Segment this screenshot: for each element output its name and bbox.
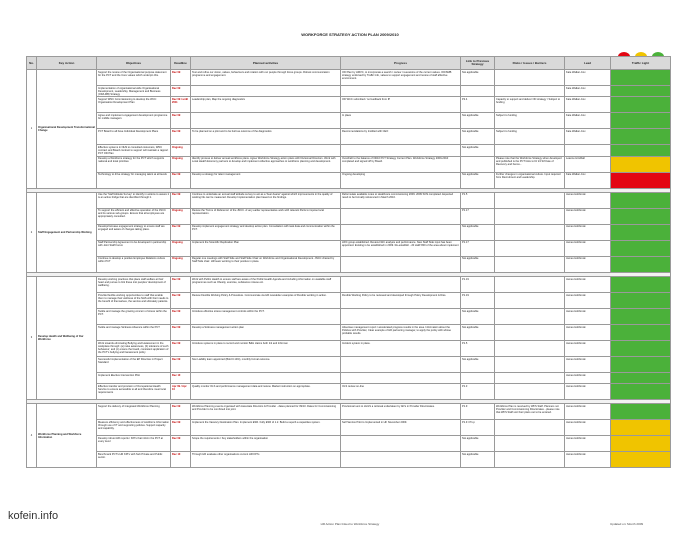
table-body (27, 70, 671, 468)
deadline-cell: Dec 09 (171, 86, 191, 97)
objective-cell: Use the 'Staff Attitude Survey' to identify in actions to assure it is an active bridge that are identified through it. (97, 192, 171, 208)
progress-cell (341, 372, 461, 383)
header-risks: Risks / Issues / Barriers (495, 57, 565, 70)
table-row (27, 113, 671, 129)
lead-cell: James Hobbrook (565, 256, 611, 272)
link-cell: Not applicable (461, 224, 495, 240)
traffic-light-cell (611, 436, 671, 452)
table-row (27, 208, 671, 224)
risks-cell (495, 70, 565, 86)
traffic-light-cell (611, 129, 671, 145)
lead-cell: James Hobbrook (565, 276, 611, 292)
planned-cell: Work with Public Health to ensure staff are aware of the Public Health Agenda and including information on available staff programmes such as Obesity, exercise, substance misuse etc. (191, 276, 341, 292)
traffic-light-cell (611, 340, 671, 356)
link-cell: Not applicable (461, 113, 495, 129)
lead-cell: James Hobbrook (565, 340, 611, 356)
lead-cell (565, 145, 611, 156)
link-cell: P1.5 (461, 192, 495, 208)
table-row (27, 292, 671, 308)
traffic-light-cell (611, 240, 671, 256)
header-no: No. (27, 57, 37, 70)
lead-cell: Kate Walker-Cox (565, 129, 611, 145)
link-cell (461, 156, 495, 172)
deadline-cell: Dec 09 (171, 70, 191, 86)
deadline-cell: Dec 09 (171, 172, 191, 188)
deadline-cell: Dec 09 (171, 324, 191, 340)
planned-cell: Test and refine our vision, values, behaviours and rotation with our people through focus groups. Robust communication programme and engagement. (191, 70, 341, 86)
link-cell (461, 86, 495, 97)
risks-cell (495, 192, 565, 208)
traffic-light-cell (611, 70, 671, 86)
progress-cell (341, 86, 461, 97)
action-plan-table (26, 56, 671, 468)
progress-cell: Self Service Pilot to Implemented in HF November 2009. (341, 420, 461, 436)
deadline-cell: Dec 09 (171, 340, 191, 356)
deadline-cell: Ongoing (171, 256, 191, 272)
table-row (27, 276, 671, 292)
planned-cell: Develop a strategy for talent management (191, 172, 341, 188)
deadline-cell: Ongoing (171, 156, 191, 172)
progress-cell: LWC group established. Review LWC analysis and performance. New Staff Side input has been appointed. Existing is be established in 2009. Re-establish - 20 staff/ 800 of the area about implement (341, 240, 461, 256)
lead-cell: James Hobbrook (565, 436, 611, 452)
lead-cell: James Hobbrook (565, 292, 611, 308)
objective-cell: Tackle and manage Sickness Absence within the PCT (97, 324, 171, 340)
progress-cell (341, 256, 461, 272)
deadline-cell: Dec 09 (171, 129, 191, 145)
risks-cell: Subject to funding (495, 113, 565, 129)
objective-cell: Develop working practices that place staff welfare at their heart and pursue to link these into peoples' development of wellbeing. (97, 276, 171, 292)
lead-cell: James Hobbrook (565, 383, 611, 399)
planned-cell: Develop a Sickness management action plan (191, 324, 341, 340)
progress-cell (341, 308, 461, 324)
planned-cell: Implement the Vacancy Destination Plan. Implement ESR. Fully ESR of 1.2. Build a superb a capacities system. (191, 420, 341, 436)
table-row (27, 452, 671, 468)
objective-cell: Technology to drive strategy for managing talent at all levels (97, 172, 171, 188)
traffic-light-cell (611, 420, 671, 436)
link-cell: Not applicable (461, 452, 495, 468)
document-title: WORKFORCE STRATEGY ACTION PLAN 2009/2010 (301, 32, 399, 37)
table-row (27, 256, 671, 272)
section-number: 3 (27, 276, 37, 399)
progress-cell: Flexible Working Policy to be reviewed and developed through Policy Development & Diss. (341, 292, 461, 308)
deadline-cell: Ongoing (171, 240, 191, 256)
deadline-cell: Dec 09 (171, 224, 191, 240)
objective-cell: Successful implementation of the EP Directive in Project Standard (97, 356, 171, 372)
risks-cell: Workforce Plan is received by WFS Staff. Planners not Provider and Commissioning Directorates - please note that WFS Staff sort their plans out to be entered. (495, 404, 565, 420)
traffic-light-cell (611, 86, 671, 97)
risks-cell: Capacity to support and deliver OD strategy / Subject to funding (495, 97, 565, 113)
table-row (27, 240, 671, 256)
risks-cell (495, 145, 565, 156)
deadline-cell: Ongoing (171, 145, 191, 156)
link-cell: Not applicable (461, 308, 495, 324)
header-progress: Progress (341, 57, 461, 70)
link-cell: Not applicable (461, 172, 495, 188)
progress-cell (341, 208, 461, 224)
objective-cell: Benchmark PCT's HR KPI's with Sub Private and Public sector. (97, 452, 171, 468)
objective-cell: To support the efficient and effective operation of the JNCC and its various sub-groups. Ensure that all employees are appropriately consulted. (97, 208, 171, 224)
planned-cell: Through HR evaluate other organisations current HR KPI's (191, 452, 341, 468)
key-action-area: Staff Engagement and Partnership Working (37, 192, 97, 272)
risks-cell (495, 240, 565, 256)
link-cell: P2.4 (461, 97, 495, 113)
planned-cell: Scope the requirements / Key stakeholders within the organisation (191, 436, 341, 452)
progress-cell (341, 356, 461, 372)
risks-cell (495, 86, 565, 97)
table-row (27, 70, 671, 86)
deadline-cell: Ongoing (171, 208, 191, 224)
lead-cell: James Hobbrook (565, 240, 611, 256)
table-row (27, 383, 671, 399)
objective-cell: Measure efficiency and effectiveness of workforce Information through use of IT and supporting policies. Support capacity and capability. (97, 420, 171, 436)
link-cell: Not applicable (461, 256, 495, 272)
objective-cell: Develop a Workforce strategy for the PCT which supports national and local priorities (97, 156, 171, 172)
planned-cell (191, 113, 341, 129)
traffic-light-cell (611, 113, 671, 129)
objective-cell: Support WNC Commissioning to develop the WCC Organisation Development Plan (97, 97, 171, 113)
lead-cell: James Hobbrook (565, 404, 611, 420)
table-row (27, 192, 671, 208)
header-planned-activities: Planned activities (191, 57, 341, 70)
traffic-light-cell (611, 356, 671, 372)
planned-cell: Identify process to deliver annual workforce plans. Agree Workforce Strategy action plans with Divisional Directors. Work with Local Health Economy partners to develop and implement collective approaches to workforce planning and development. (191, 156, 341, 172)
progress-cell: Incident system in place. (341, 340, 461, 356)
deadline-cell: Dec 09 / until 2011 (171, 97, 191, 113)
link-cell: P1.9 / P1.p (461, 420, 495, 436)
lead-cell: James Hobbrook (565, 372, 611, 383)
traffic-light-cell (611, 276, 671, 292)
traffic-light-cell (611, 97, 671, 113)
risks-cell (495, 256, 565, 272)
objective-cell: Effective transfer and provision of Occupational Health Service to ensure accessible to all and therefore meet local requirements (97, 383, 171, 399)
objective-cell: Implement Elective Intervention Pilot (97, 372, 171, 383)
risks-cell (495, 276, 565, 292)
table-row (27, 324, 671, 340)
link-cell: Not applicable (461, 436, 495, 452)
objective-cell: Continue to develop a positive Employee Relations culture within PCT (97, 256, 171, 272)
progress-cell: Provisional sent to HLGS a retrieval undertaken by AD's in Provider Directorates. (341, 404, 461, 420)
table-row (27, 97, 671, 113)
table-row (27, 145, 671, 156)
planned-cell: Review Flexible Working Policy & Procedure. Communicate via HR newsletter examples of Flexible working in action. (191, 292, 341, 308)
key-action-area: Workforce Planning and Workforce Information (37, 404, 97, 468)
planned-cell: Develop implement engagement strategy and develop action plan. Consultation with task data and communication within the PCT. (191, 224, 341, 240)
header-objectives: Objectives (97, 57, 171, 70)
lead-cell: James Hobbrook (565, 308, 611, 324)
deadline-cell: Apr 09 / Apr 10 (171, 383, 191, 399)
lead-cell: James Hobbrook (565, 192, 611, 208)
lead-cell: James Hobbrook (565, 420, 611, 436)
objective-cell: Support the review of the Organisational purpose statement for the PCT and the Core values which underpin this. (97, 70, 171, 86)
lead-cell: Kate Walker-Cox (565, 97, 611, 113)
table-row (27, 308, 671, 324)
link-cell: Not applicable (461, 324, 495, 340)
planned-cell: Review the 'Terms of Reference' of the JNCC. A very earlier representative work with relevant Parts to impose local representation. (191, 208, 341, 224)
key-action-area: Develop Health and Wellbeing of Our Workforce (37, 276, 97, 399)
lead-cell: Kate Walker-Cox (565, 172, 611, 188)
risks-cell (495, 436, 565, 452)
table-row (27, 436, 671, 452)
header-link-previous: Link to Previous Strategy (461, 57, 495, 70)
risks-cell (495, 324, 565, 340)
header-traffic-light: Traffic Light (611, 57, 671, 70)
planned-cell: Quality monitor OLS and performance management data and review. Market instruction on appropriate. (191, 383, 341, 399)
objective-cell: Develop/increase engagement strategy to ensure staff are engaged and aware of changes taking place. (97, 224, 171, 240)
lead-cell: James Hobbrook (565, 324, 611, 340)
planned-cell: Continue to undertake an annual staff attitude survey to act as a 'hear-hearer' against which improvements in the quality of working life can be measured. Develop Implementation plan based on the findings. (191, 192, 341, 208)
lead-cell: James Hobbrook (565, 452, 611, 468)
traffic-light-cell (611, 372, 671, 383)
table-row (27, 129, 671, 145)
link-cell (461, 372, 495, 383)
link-cell: Not applicable (461, 129, 495, 145)
deadline-cell: Dec 09 (171, 420, 191, 436)
risks-cell (495, 224, 565, 240)
objective-cell: Provide flexible working opportunities to staff that enable them to manage their wellness of the NHS with their needs to the benefit of themselves, the service and ultimately patients. (97, 292, 171, 308)
planned-cell: Implement the Scientific Replication Plan (191, 240, 341, 256)
traffic-light-cell (611, 172, 671, 188)
risks-cell (495, 372, 565, 383)
objective-cell: Support the delivery of Integrated Workforce Planning (97, 404, 171, 420)
progress-cell: Absentee management report / accelerated progress results in the area. Information about the Policies with Provider, Clear example of HR partnering manager, to apply the policy with whose probable results. (341, 324, 461, 340)
deadline-cell: Dec 09 (171, 436, 191, 452)
traffic-light-cell (611, 404, 671, 420)
watermark: kofein.info (8, 510, 59, 522)
deadline-cell: Dec 09 (171, 404, 191, 420)
objective-cell: Staff Partnership Agreement to be developed in partnership with Joint Staff Forum (97, 240, 171, 256)
lead-cell: James Hobbrook (565, 208, 611, 224)
planned-cell (191, 145, 341, 156)
link-cell: Not applicable (461, 145, 495, 156)
progress-cell (341, 145, 461, 156)
risks-cell (495, 292, 565, 308)
deadline-cell: Dec 09 (171, 292, 191, 308)
objective-cell: Implementation of organisational wide Organisational Development, Leadership, Management and Business (OD/LMB) Strategy (97, 86, 171, 97)
traffic-light-cell (611, 292, 671, 308)
risks-cell (495, 420, 565, 436)
table-row (27, 420, 671, 436)
progress-cell: In place (341, 113, 461, 129)
link-cell: P1.17 (461, 208, 495, 224)
deadline-cell: Dec 10 (171, 372, 191, 383)
planned-cell (191, 86, 341, 97)
table-row (27, 172, 671, 188)
deadline-cell: Dec 10 (171, 452, 191, 468)
lead-cell: James Hobbrook (565, 356, 611, 372)
table-row (27, 156, 671, 172)
section-number: 2 (27, 192, 37, 272)
lead-cell: Leanne Hindhall (565, 156, 611, 172)
lead-cell: Kate Walker-Cox (565, 113, 611, 129)
traffic-light-cell (611, 324, 671, 340)
risks-cell (495, 452, 565, 468)
lead-cell: James Hobbrook (565, 224, 611, 240)
link-cell: P1.5 (461, 340, 495, 356)
progress-cell: OD Plan by HMVC, to incorporate a search / review / reexamine of the current values. OD/SMB strategy endorsed by Traffic Info, values to support engagement and review of staff affective environment. (341, 70, 461, 86)
footer-center: HR Action Plan linked to Workforce Strategy (320, 522, 380, 526)
objective-cell: Agree and implement engagement development programme for middle managers (97, 113, 171, 129)
deadline-cell: Dec 09 (171, 113, 191, 129)
progress-cell: OD WCC submitted / no feedback from IP (341, 97, 461, 113)
progress-cell (341, 276, 461, 292)
progress-cell: Reformulate available notes to Healthcare commissioning 2009. 2009 SOS completed. Expected result to be formally referenced in March 2010. (341, 192, 461, 208)
progress-cell: Overdraft to the balance of 09/10 PCT Strategy Current Plan. Workforce Strategy 2009-2010 completed and signed off by Board. (341, 156, 461, 172)
planned-cell: Workforce Planning events organised with Associate Directors & Provider - dates planned for 09/10. Dates for Commissioning and Provider to be combined into joint. (191, 404, 341, 420)
link-cell: P1.3 (461, 383, 495, 399)
planned-cell: Non Liability learn appointed (Bold 0.13/4), monthly formal outcome. (191, 356, 341, 372)
risks-cell (495, 383, 565, 399)
traffic-light-cell (611, 383, 671, 399)
objective-cell: Effective systems in NHS to consulted costumers, WNC contract and Board contract to support will maintain a rapport PCT OD Plan (97, 145, 171, 156)
deadline-cell: Dec 09 (171, 276, 191, 292)
planned-cell (191, 372, 341, 383)
progress-cell: Recommendations by Instilled with CEO (341, 129, 461, 145)
risks-cell (495, 356, 565, 372)
planned-cell: Introduce effective stress management controls within the PCT. (191, 308, 341, 324)
table-row (27, 224, 671, 240)
link-cell: P1.19 (461, 292, 495, 308)
link-cell: Not applicable (461, 70, 495, 86)
progress-cell (341, 452, 461, 468)
progress-cell: Ongoing developing (341, 172, 461, 188)
traffic-light-cell (611, 256, 671, 272)
traffic-light-cell (611, 308, 671, 324)
traffic-light-cell (611, 224, 671, 240)
risks-cell (495, 340, 565, 356)
header-lead: Lead (565, 57, 611, 70)
table-row (27, 356, 671, 372)
traffic-light-cell (611, 145, 671, 156)
table-row (27, 404, 671, 420)
key-action-area: Organisational Development Transformational Change (37, 70, 97, 188)
header-key-action: Key Action (37, 57, 97, 70)
planned-cell: To be planned on a pilot and to be built as outcome of the diagnostics (191, 129, 341, 145)
risks-cell: Further changes in organisational culture. Input required from Recruitment and Leadership. (495, 172, 565, 188)
table-row (27, 340, 671, 356)
deadline-cell: Dec 09 (171, 192, 191, 208)
traffic-light-cell (611, 192, 671, 208)
objective-cell: Tackle and manage the growing concern of stress within the PCT. (97, 308, 171, 324)
risks-cell: Please note that the Workforce Strategy when developed and published is the PCT links to Dr 24 Stf Kate of Recovery and hence... (495, 156, 565, 172)
progress-cell (341, 224, 461, 240)
table-row (27, 372, 671, 383)
objective-cell: PCT Board to all have Individual Development Plans (97, 129, 171, 145)
link-cell: P1.19 (461, 276, 495, 292)
link-cell: P1.17 (461, 240, 495, 256)
traffic-light-cell (611, 208, 671, 224)
table-header-row (27, 57, 671, 70)
table-row (27, 86, 671, 97)
footer-right: Updated on: Month 2009 (610, 522, 644, 526)
traffic-light-cell (611, 452, 671, 468)
objective-cell: Work towards eliminating Bullying and Harassment in the workplace through: (a) raise awareness, (b) tolerance of such behaviour; and (c) ensure the board, consistent application of the PCT's bullying and harassment policy (97, 340, 171, 356)
section-number: 4 (27, 404, 37, 468)
deadline-cell: Dec 09 (171, 308, 191, 324)
planned-cell: Introduce systems in place to record and monitor B&H claims both Init and Informal. (191, 340, 341, 356)
risks-cell: Subject to funding (495, 129, 565, 145)
lead-cell: Kate Walker-Cox (565, 86, 611, 97)
header-deadline: Deadline (171, 57, 191, 70)
section-number: 1 (27, 70, 37, 188)
risks-cell (495, 208, 565, 224)
planned-cell: Regular one meetings with Staff Side and Staff Side Chair on Workforce and Organisational Development. JNCC chaired by Staff Side chair. HR team working to their positive in place. (191, 256, 341, 272)
lead-cell: Kate Walker-Cox (565, 70, 611, 86)
progress-cell: OLS review on-line (341, 383, 461, 399)
planned-cell: Leadership plan, Map the ongoing diagnostics (191, 97, 341, 113)
link-cell: P1.9 (461, 404, 495, 420)
traffic-light-cell (611, 156, 671, 172)
link-cell: Not applicable (461, 356, 495, 372)
deadline-cell: Dec 09 (171, 356, 191, 372)
objective-cell: Develop robust HR reports / KPI's that inform the PCT at every level (97, 436, 171, 452)
risks-cell (495, 308, 565, 324)
progress-cell (341, 436, 461, 452)
